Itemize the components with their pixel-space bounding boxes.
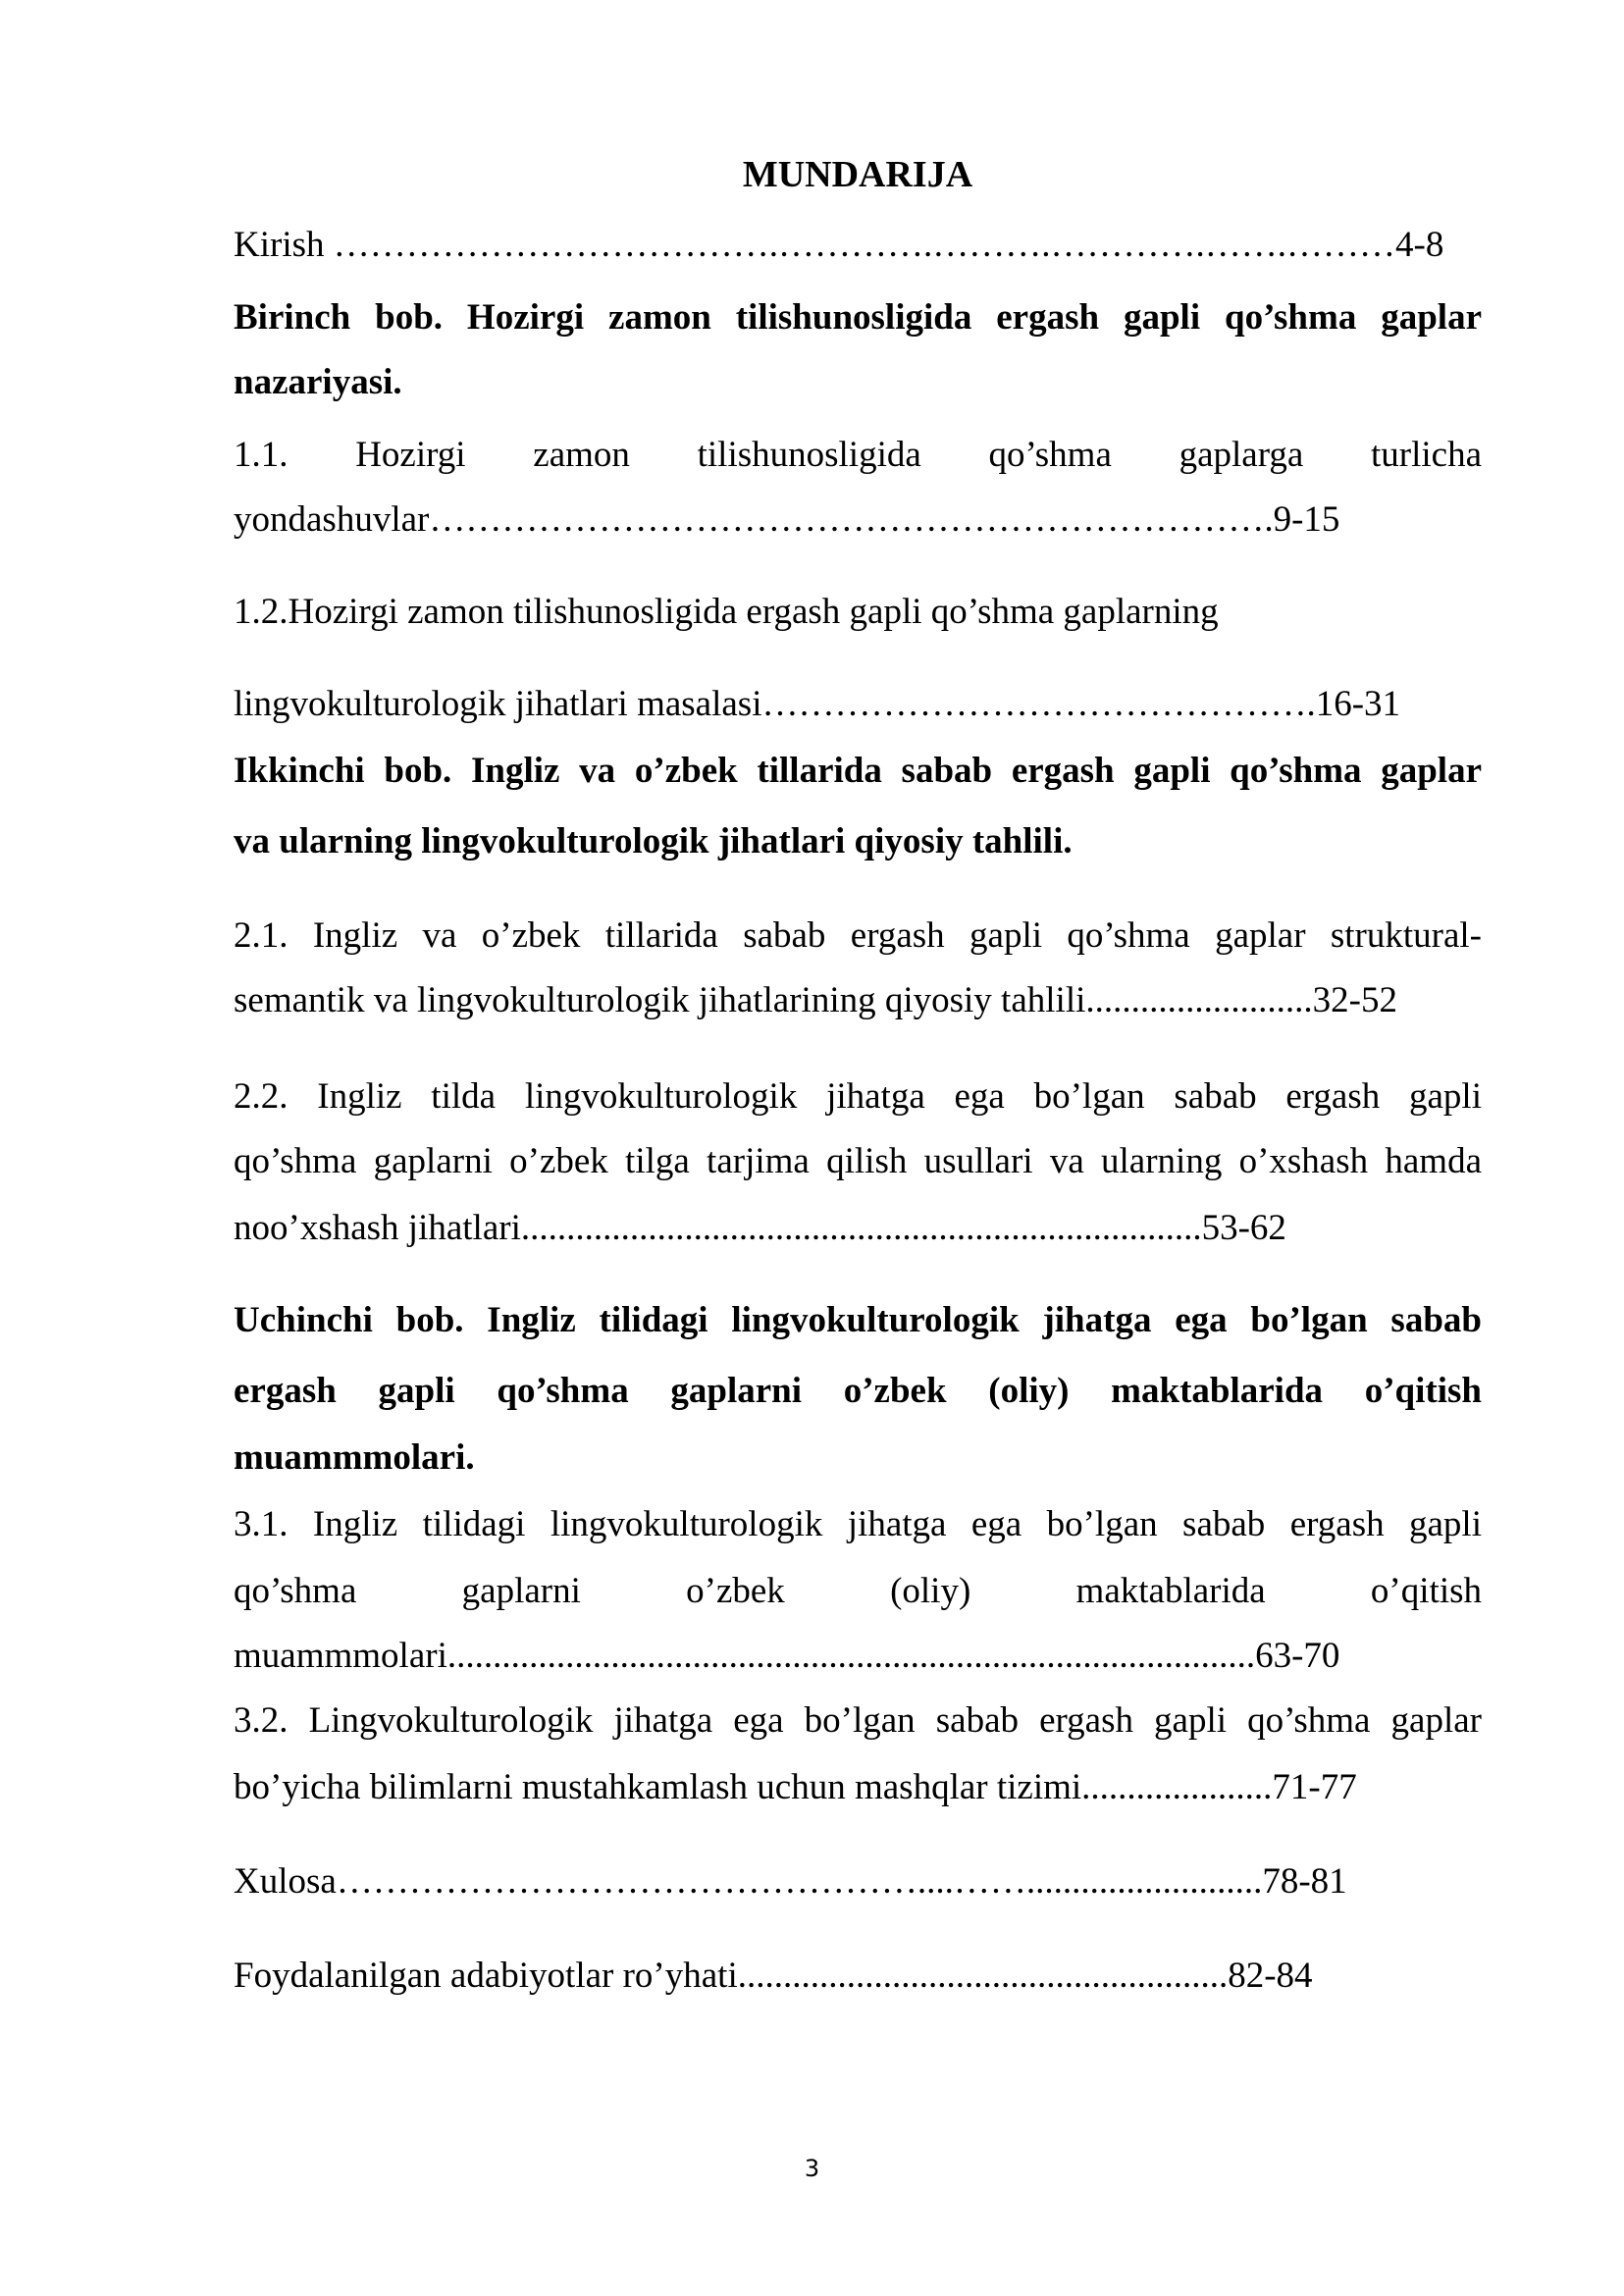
chapter-2-title-line-1: Ikkinchi bob. Ingliz va o’zbek tillarida sabab ergash gapli qo’shma gaplar [234,751,1482,791]
toc-entry-2-2-line-1: 2.2. Ingliz tilda lingvokulturologik jihatga ega bo’lgan sabab ergash gapli [234,1076,1482,1117]
toc-entry-3-1-line-2: qo’shma gaplarni o’zbek (oliy) maktablarida o’qitish [234,1571,1482,1611]
toc-entry-3-2-line-1: 3.2. Lingvokulturologik jihatga ega bo’lgan sabab ergash gapli qo’shma gaplar [234,1700,1482,1741]
toc-entry-3-2-line-2: bo’yicha bilimlarni mustahkamlash uchun mashqlar tizimi.....................71-77 [234,1767,1357,1807]
toc-entry-1-2-line-2: lingvokulturologik jihatlari masalasi……………………………………….16-31 [234,684,1401,724]
chapter-3-title-line-2: ergash gapli qo’shma gaplarni o’zbek (oliy) maktablarida o’qitish [234,1371,1482,1411]
toc-entry-2-1-line-1: 2.1. Ingliz va o’zbek tillarida sabab ergash gapli qo’shma gaplar struktural- [234,915,1482,956]
chapter-3-title-line-1: Uchinchi bob. Ingliz tilidagi lingvokulturologik jihatga ega bo’lgan sabab [234,1300,1482,1340]
toc-heading: MUNDARIJA [742,154,973,195]
toc-entry-2-2-line-3: noo’xshash jihatlari...........................................................................53-62 [234,1208,1286,1248]
toc-entry-2-2-line-2: qo’shma gaplarni o’zbek tilga tarjima qilish usullari va ularning o’xshash hamda [234,1141,1482,1181]
chapter-2-title-line-2: va ularning lingvokulturologik jihatlari qiyosiy tahlili. [234,821,1073,861]
toc-entry-1-1-line-2: yondashuvlar…………………………………………………………….9-15 [234,499,1340,540]
toc-entry-bibliography: Foydalanilgan adabiyotlar ro’yhati......................................................82-84 [234,1956,1313,1996]
toc-entry-1-2-line-1: 1.2.Hozirgi zamon tilishunosligida ergash gapli qo’shma gaplarning [234,592,1219,632]
chapter-1-title-line-1: Birinch bob. Hozirgi zamon tilishunosligida ergash gapli qo’shma gaplar [234,297,1482,338]
toc-entry-3-1-line-1: 3.1. Ingliz tilidagi lingvokulturologik jihatga ega bo’lgan sabab ergash gapli [234,1504,1482,1544]
toc-entry-2-1-line-2: semantik va lingvokulturologik jihatlarining qiyosiy tahlili.........................32-52 [234,980,1397,1020]
toc-entry-xulosa: Xulosa…………………………………………....……..........................78-81 [234,1861,1347,1902]
toc-entry-1-1-line-1: 1.1. Hozirgi zamon tilishunosligida qo’shma gaplarga turlicha [234,435,1482,475]
toc-entry-3-1-line-3: muammmolari.........................................................................................63-70 [234,1636,1340,1676]
chapter-1-title-line-2: nazariyasi. [234,362,402,402]
chapter-3-title-line-3: muammmolari. [234,1437,475,1478]
toc-entry-kirish: Kirish ……………………………….………….……….………….…….………4-8 [234,225,1444,265]
page-number: 3 [804,2155,820,2182]
